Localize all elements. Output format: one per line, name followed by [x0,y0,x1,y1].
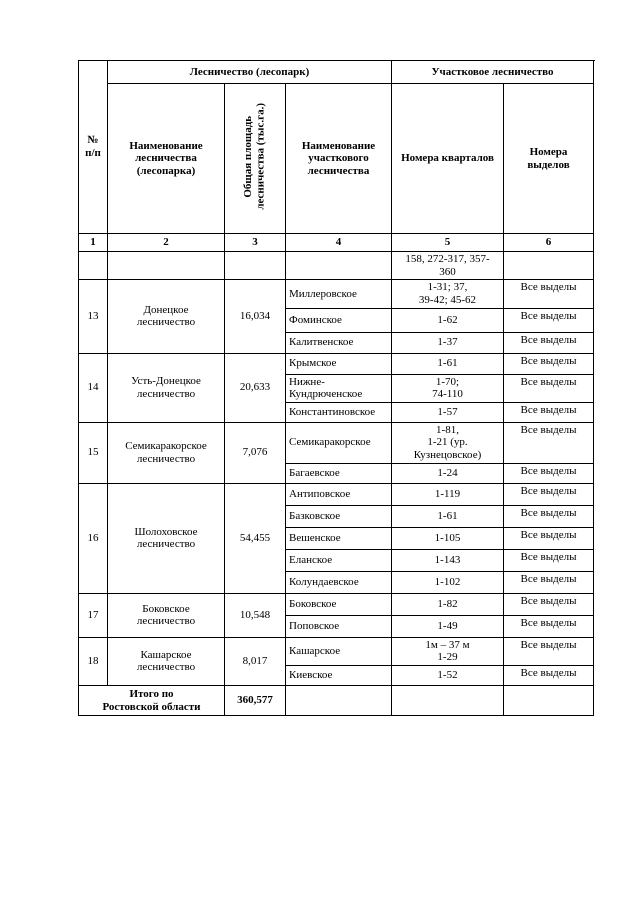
quarters-cell: 1-49 [392,615,504,637]
parcels-cell: Все выделы [504,483,594,505]
quarters-cell: 1м – 37 м 1-29 [392,637,504,665]
empty-cell [392,686,504,716]
total-area: 360,577 [225,686,286,716]
forestry-name-cell: Семикаракорское лесничество [108,422,225,483]
quarters-cell: 158, 272-317, 357- 360 [392,252,504,280]
subforestry-name-cell: Базковское [286,505,392,527]
quarters-cell: 1-143 [392,549,504,571]
parcels-cell: Все выделы [504,593,594,615]
parcels-cell: Все выделы [504,549,594,571]
subforestry-name-cell: Боковское [286,593,392,615]
subforestry-name-cell: Кашарское [286,637,392,665]
group-number-cell: 14 [79,353,108,422]
table-row [79,353,594,374]
subforestry-name-cell: Калитвенское [286,332,392,353]
parcels-cell: Все выделы [504,353,594,374]
quarters-cell: 1-61 [392,505,504,527]
group-number-cell: 15 [79,422,108,483]
table-row [79,593,594,615]
parcels-cell: Все выделы [504,422,594,463]
forestry-area-cell: 54,455 [225,483,286,593]
forestry-area-cell: 10,548 [225,593,286,637]
continuation-row [79,252,594,280]
forestry-area-cell: 8,017 [225,637,286,685]
table-row [79,422,594,463]
subforestry-name-cell: Багаевское [286,463,392,483]
quarters-cell: 1-82 [392,593,504,615]
quarters-cell: 1-62 [392,308,504,332]
header-quarters: Номера кварталов [392,84,504,234]
parcels-cell: Все выделы [504,666,594,686]
subforestry-name-cell: Еланское [286,549,392,571]
forestry-name-cell: Донецкое лесничество [108,280,225,353]
parcels-cell: Все выделы [504,280,594,308]
col-number: 5 [392,234,504,252]
parcels-cell: Все выделы [504,332,594,353]
subforestry-name-cell: Вешенское [286,527,392,549]
parcels-cell: Все выделы [504,505,594,527]
quarters-cell: 1-119 [392,483,504,505]
subforestry-name-cell: Колундаевское [286,571,392,593]
quarters-cell: 1-57 [392,402,504,422]
empty-cell [79,252,108,280]
subforestry-name-cell: Фоминское [286,308,392,332]
header-subforestry-group: Участковое лесничество [392,61,594,84]
empty-cell [225,252,286,280]
header-subforestry-name: Наименование участкового лесничества [286,84,392,234]
group-number-cell: 18 [79,637,108,685]
header-area-cell [225,84,286,234]
subforestry-name-cell: Семикаракорское [286,422,392,463]
col-number: 2 [108,234,225,252]
group-number-cell: 13 [79,280,108,353]
subforestry-name-cell: Киевское [286,666,392,686]
forestry-name-cell: Кашарское лесничество [108,637,225,685]
header-forestry-group: Лесничество (лесопарк) [108,61,392,84]
forestry-area-cell: 16,034 [225,280,286,353]
parcels-cell: Все выделы [504,637,594,665]
parcels-cell: Все выделы [504,402,594,422]
table-row [79,637,594,665]
empty-cell [504,252,594,280]
forestry-area-cell: 20,633 [225,353,286,422]
forestry-name-cell: Усть-Донецкое лесничество [108,353,225,422]
quarters-cell: 1-31; 37, 39-42; 45-62 [392,280,504,308]
col-number: 3 [225,234,286,252]
parcels-cell: Все выделы [504,527,594,549]
parcels-cell: Все выделы [504,308,594,332]
total-row [79,686,594,716]
empty-cell [286,686,392,716]
forestry-name-cell: Шолоховское лесничество [108,483,225,593]
subforestry-name-cell: Миллеровское [286,280,392,308]
quarters-cell: 1-24 [392,463,504,483]
header-forestry-name: Наименование лесничества (лесопарка) [108,84,225,234]
subforestry-name-cell: Крымское [286,353,392,374]
header-parcels: Номера выделов [504,84,594,234]
header-num: № п/п [79,61,108,234]
subforestry-name-cell: Константиновское [286,402,392,422]
total-label: Итого по Ростовской области [79,686,225,716]
col-number: 4 [286,234,392,252]
empty-cell [504,686,594,716]
table-row [79,483,594,505]
quarters-cell: 1-37 [392,332,504,353]
col-number: 1 [79,234,108,252]
col-number: 6 [504,234,594,252]
quarters-cell: 1-102 [392,571,504,593]
quarters-cell: 1-105 [392,527,504,549]
quarters-cell: 1-61 [392,353,504,374]
empty-cell [286,252,392,280]
empty-cell [108,252,225,280]
group-number-cell: 17 [79,593,108,637]
group-number-cell: 16 [79,483,108,593]
subforestry-name-cell: Нижне- Кундрюченское [286,374,392,402]
parcels-cell: Все выделы [504,374,594,402]
quarters-cell: 1-81, 1-21 (ур. Кузнецовское) [392,422,504,463]
parcels-cell: Все выделы [504,463,594,483]
parcels-cell: Все выделы [504,615,594,637]
table-row [79,280,594,308]
forestry-table [78,60,594,716]
subforestry-name-cell: Поповское [286,615,392,637]
quarters-cell: 1-70; 74-110 [392,374,504,402]
quarters-cell: 1-52 [392,666,504,686]
forestry-name-cell: Боковское лесничество [108,593,225,637]
forestry-area-cell: 7,076 [225,422,286,483]
parcels-cell: Все выделы [504,571,594,593]
header-area: Общая площадь лесничества (тыс.га.) [242,103,267,210]
subforestry-name-cell: Антиповское [286,483,392,505]
